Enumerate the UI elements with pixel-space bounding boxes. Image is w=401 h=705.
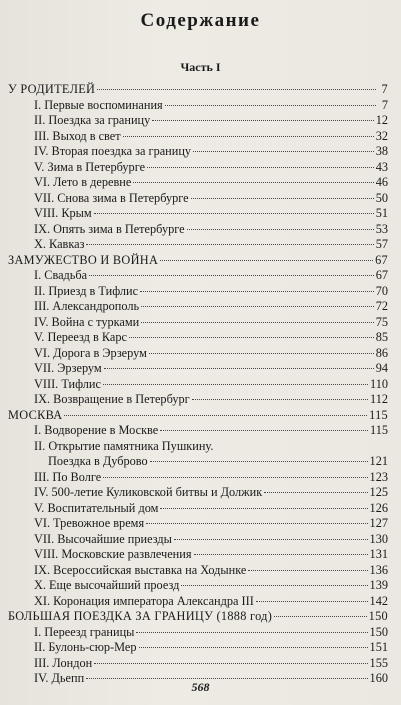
- toc-chapter-entry: [8, 485, 388, 501]
- toc-chapter-entry: [8, 625, 388, 641]
- toc-entry-label: Поездка в Дуброво: [48, 454, 148, 468]
- toc-chapter-entry: [8, 656, 388, 672]
- toc-entry-page: 150: [368, 609, 388, 623]
- toc-entry-label: II. Приезд в Тифлис: [34, 283, 139, 298]
- dot-leader: [64, 415, 367, 416]
- toc-entry-page: 125: [369, 485, 388, 499]
- toc-entry-page: 32: [375, 128, 388, 143]
- toc-chapter-entry: [8, 377, 388, 393]
- toc-entry-page: 7: [381, 97, 388, 112]
- toc-entry-page: 67: [375, 268, 388, 282]
- toc-entry-label: IV. Война с турками: [34, 314, 140, 329]
- toc-entry-page: 115: [370, 423, 388, 437]
- dot-leader: [181, 585, 367, 586]
- toc-entry-label: VIII. Тифлис: [34, 376, 101, 391]
- toc-entry-label: VI. Лето в деревне: [34, 175, 132, 189]
- toc-entry-page: 150: [369, 624, 388, 639]
- toc-entry-label: VI. Тревожное время: [34, 516, 145, 530]
- toc-entry-label: У РОДИТЕЛЕЙ: [8, 82, 96, 96]
- toc-entry-label: V. Воспитательный дом: [34, 500, 159, 515]
- toc-entry-label: БОЛЬШАЯ ПОЕЗДКА ЗА ГРАНИЦУ (1888 год): [8, 609, 273, 623]
- toc-entry-page: 121: [369, 454, 388, 468]
- toc-entry-label: МОСКВА: [8, 407, 63, 422]
- toc-chapter-entry: [8, 640, 388, 656]
- toc-entry-page: 126: [369, 500, 388, 515]
- dot-leader: [97, 89, 376, 90]
- dot-leader: [94, 213, 374, 214]
- toc-entry-page: 43: [375, 159, 388, 174]
- toc-entry-label: VII. Высочайшие приезды: [34, 531, 172, 546]
- toc-entry-label: X. Еще высочайший проезд: [34, 578, 180, 592]
- toc-entry-label: IX. Всероссийская выставка на Ходынке: [34, 562, 247, 577]
- dot-leader: [150, 461, 368, 462]
- dot-leader: [174, 539, 368, 540]
- toc-entry-label: II. Булонь-сюр-Мер: [34, 640, 137, 654]
- toc-entry-page: 57: [375, 237, 388, 251]
- toc-entry-label: IV. Вторая поездка за границу: [34, 144, 192, 158]
- table-of-contents: [8, 82, 388, 687]
- toc-entry-label: VI. Дорога в Эрзерум: [34, 345, 147, 360]
- toc-chapter-entry: [8, 299, 388, 315]
- toc-entry-page: 131: [369, 547, 388, 561]
- toc-chapter-entry: [8, 392, 388, 408]
- dot-leader: [160, 260, 373, 261]
- dot-leader: [133, 182, 373, 183]
- toc-entry-label: X. Кавказ: [34, 237, 85, 251]
- toc-chapter-entry: [8, 175, 388, 191]
- toc-entry-page: 12: [375, 113, 388, 127]
- toc-entry-page: 85: [375, 330, 388, 344]
- toc-entry-page: 7: [381, 82, 388, 96]
- toc-chapter-entry: [8, 563, 388, 579]
- dot-leader: [264, 492, 367, 493]
- toc-chapter-entry: [8, 516, 388, 532]
- toc-chapter-entry: [8, 547, 388, 563]
- toc-chapter-entry: [8, 454, 388, 470]
- toc-entry-page: 86: [375, 345, 388, 360]
- toc-entry-label: III. По Волге: [34, 469, 102, 484]
- dot-leader: [141, 322, 373, 323]
- toc-entry-page: 67: [375, 252, 388, 267]
- toc-entry-label: IV. 500-летие Куликовской битвы и Должик: [34, 485, 263, 499]
- dot-leader: [147, 167, 374, 168]
- toc-entry-label: II. Поездка за границу: [34, 113, 151, 127]
- toc-entry-page: 38: [375, 144, 388, 158]
- toc-entry-page: 50: [375, 190, 388, 205]
- toc-chapter-entry: [8, 129, 388, 145]
- part-heading: Часть I: [180, 60, 221, 74]
- dot-leader: [123, 136, 374, 137]
- dot-leader: [152, 120, 373, 121]
- toc-entry-page: 123: [369, 469, 388, 484]
- toc-entry-label: IX. Опять зима в Петербурге: [34, 221, 185, 236]
- toc-entry-page: 46: [375, 175, 388, 189]
- toc-entry-label: VII. Снова зима в Петербурге: [34, 190, 189, 205]
- toc-entry-label: II. Открытие памятника Пушкину.: [34, 438, 214, 453]
- dot-leader: [149, 353, 374, 354]
- dot-leader: [129, 337, 374, 338]
- toc-entry-label: IX. Возвращение в Петербург: [34, 392, 190, 406]
- dot-leader: [141, 306, 374, 307]
- toc-entry-page: 110: [370, 376, 388, 391]
- dot-leader: [94, 663, 367, 664]
- dot-leader: [274, 616, 367, 617]
- toc-entry-page: 53: [375, 221, 388, 236]
- toc-entry-page: 70: [375, 283, 388, 298]
- dot-leader: [86, 244, 373, 245]
- toc-chapter-entry: [8, 439, 388, 455]
- toc-entry-label: IV. Дьепп: [34, 671, 85, 685]
- toc-entry-page: 142: [369, 593, 388, 608]
- dot-leader: [89, 275, 374, 276]
- toc-entry-label: V. Переезд в Карс: [34, 330, 127, 344]
- toc-entry-label: I. Водворение в Москве: [34, 423, 159, 437]
- dot-leader: [103, 384, 368, 385]
- toc-chapter-entry: [8, 144, 388, 160]
- dot-leader: [140, 291, 374, 292]
- toc-entry-page: 139: [369, 578, 388, 592]
- toc-chapter-entry: [8, 206, 388, 222]
- toc-entry-page: 136: [369, 562, 388, 577]
- toc-entry-page: 72: [375, 299, 388, 313]
- dot-leader: [191, 198, 374, 199]
- toc-chapter-entry: [8, 315, 388, 331]
- toc-chapter-entry: [8, 532, 388, 548]
- dot-leader: [256, 601, 368, 602]
- toc-section-entry: [8, 253, 388, 269]
- toc-entry-label: I. Свадьба: [34, 268, 88, 282]
- toc-entry-page: 51: [375, 206, 388, 220]
- toc-chapter-entry: [8, 98, 388, 114]
- dot-leader: [248, 570, 367, 571]
- toc-entry-label: XI. Коронация императора Александра III: [34, 593, 254, 608]
- toc-entry-page: 75: [375, 314, 388, 329]
- toc-chapter-entry: [8, 578, 388, 594]
- dot-leader: [146, 523, 367, 524]
- toc-entry-label: III. Александрополь: [34, 299, 140, 313]
- toc-entry-page: 115: [369, 407, 388, 422]
- toc-chapter-entry: [8, 222, 388, 238]
- dot-leader: [136, 632, 367, 633]
- toc-entry-label: I. Переезд границы: [34, 624, 135, 639]
- toc-section-entry: [8, 609, 388, 625]
- toc-entry-page: 160: [369, 671, 388, 685]
- toc-chapter-entry: [8, 330, 388, 346]
- toc-chapter-entry: [8, 191, 388, 207]
- toc-entry-label: V. Зима в Петербурге: [34, 159, 146, 174]
- toc-section-entry: [8, 82, 388, 98]
- toc-chapter-entry: [8, 346, 388, 362]
- toc-entry-page: 155: [369, 655, 388, 670]
- dot-leader: [187, 229, 374, 230]
- page-title: Содержание: [140, 10, 261, 31]
- toc-chapter-entry: [8, 361, 388, 377]
- toc-chapter-entry: [8, 423, 388, 439]
- dot-leader: [86, 678, 367, 679]
- dot-leader: [139, 647, 368, 648]
- toc-section-entry: [8, 408, 388, 424]
- dot-leader: [192, 399, 368, 400]
- toc-entry-page: 112: [370, 392, 388, 406]
- toc-entry-page: 130: [369, 531, 388, 546]
- dot-leader: [103, 477, 367, 478]
- toc-chapter-entry: [8, 594, 388, 610]
- toc-chapter-entry: [8, 501, 388, 517]
- dot-leader: [160, 508, 367, 509]
- toc-entry-label: ЗАМУЖЕСТВО И ВОЙНА: [8, 252, 159, 267]
- dot-leader: [165, 105, 376, 106]
- toc-chapter-entry: [8, 268, 388, 284]
- dot-leader: [160, 430, 368, 431]
- toc-entry-page: 151: [369, 640, 388, 654]
- dot-leader: [194, 554, 368, 555]
- toc-chapter-entry: [8, 237, 388, 253]
- dot-leader: [104, 368, 374, 369]
- toc-entry-label: VIII. Крым: [34, 206, 92, 220]
- toc-entry-label: VII. Эрзерум: [34, 361, 102, 375]
- toc-chapter-entry: [8, 284, 388, 300]
- toc-entry-label: VIII. Московские развлечения: [34, 547, 192, 561]
- toc-entry-label: III. Лондон: [34, 655, 93, 670]
- toc-entry-label: I. Первые воспоминания: [34, 97, 163, 112]
- toc-entry-label: III. Выход в свет: [34, 128, 121, 143]
- toc-chapter-entry: [8, 160, 388, 176]
- page-number: 568: [191, 680, 210, 694]
- toc-entry-page: 127: [369, 516, 388, 530]
- toc-chapter-entry: [8, 470, 388, 486]
- toc-entry-page: 94: [375, 361, 388, 375]
- toc-chapter-entry: [8, 113, 388, 129]
- dot-leader: [193, 151, 374, 152]
